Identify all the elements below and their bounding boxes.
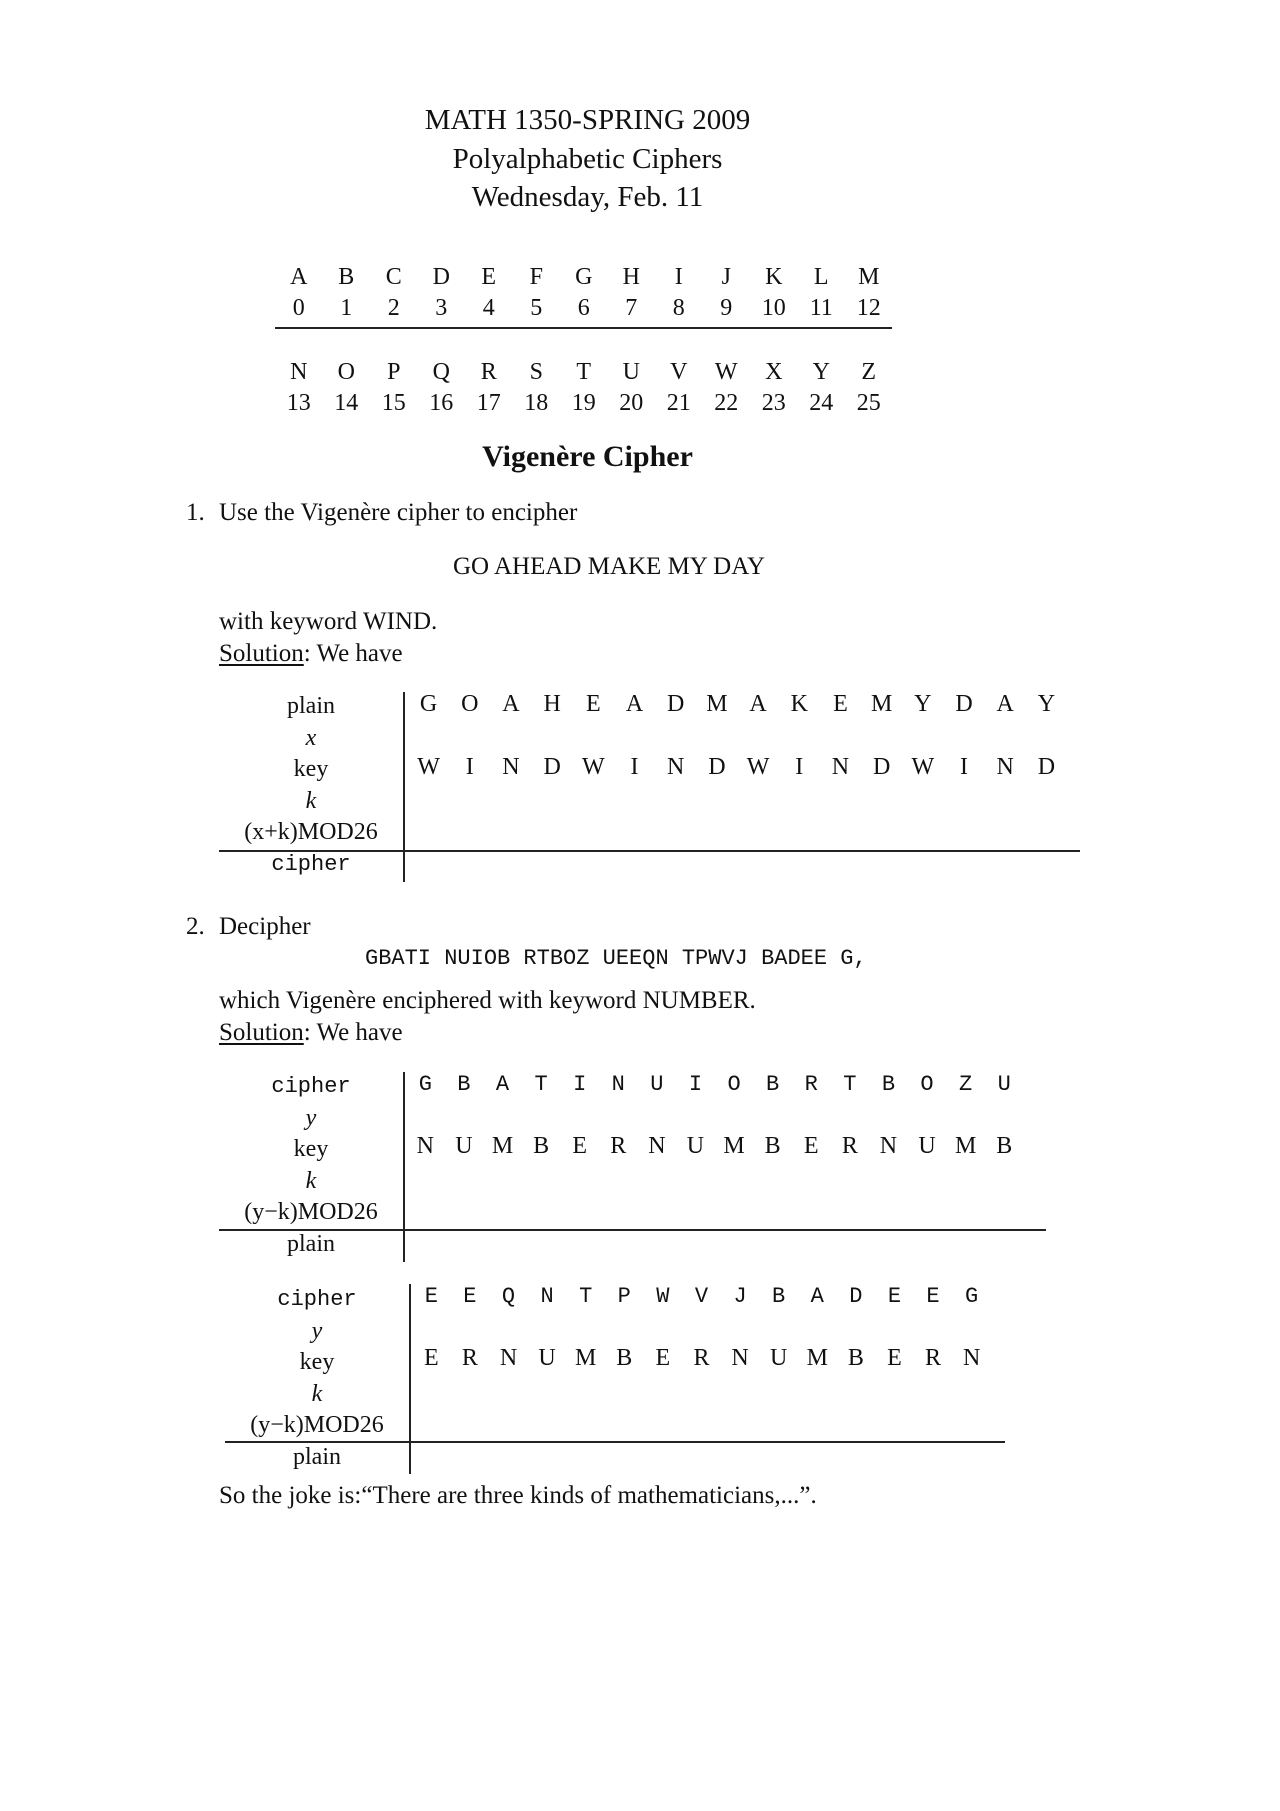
cipher-letter-cell: N xyxy=(611,1072,625,1097)
plain-letter-cell: D xyxy=(955,691,973,717)
cipher-letter-cell: P xyxy=(617,1284,631,1309)
key-letter-cell: N xyxy=(962,1345,981,1371)
alphabet-number: 16 xyxy=(429,390,454,416)
key-letter-cell: M xyxy=(806,1345,828,1371)
problem2-table2-cipher-cells xyxy=(412,1284,991,1309)
alphabet-number: 15 xyxy=(381,390,406,416)
cipher-letter-cell: R xyxy=(804,1072,818,1097)
alphabet-letter: U xyxy=(622,359,640,385)
label-key: key xyxy=(293,756,329,782)
alphabet-letter: M xyxy=(858,264,880,290)
key-letter-cell: I xyxy=(465,754,474,780)
alphabet-row2-numbers xyxy=(275,390,893,417)
problem1-prompt: Use the Vigenère cipher to encipher xyxy=(219,499,578,526)
label-plain: plain xyxy=(287,1230,335,1257)
key-letter-cell: I xyxy=(795,754,804,780)
cipher-letter-cell: V xyxy=(694,1284,709,1309)
alphabet-number: 13 xyxy=(286,390,311,416)
key-letter-cell: M xyxy=(723,1133,745,1159)
alphabet-letter: V xyxy=(670,359,688,385)
solution-label: Solution xyxy=(219,640,304,667)
key-letter-cell: N xyxy=(831,754,850,780)
topic-title: Polyalphabetic Ciphers xyxy=(452,143,723,175)
cipher-letter-cell: Z xyxy=(959,1072,973,1097)
alphabet-number: 14 xyxy=(334,390,359,416)
alphabet-number: 23 xyxy=(761,390,786,416)
problem1-key-cells xyxy=(408,754,1067,781)
alphabet-letter: N xyxy=(290,359,308,385)
key-letter-cell: M xyxy=(575,1345,597,1371)
alphabet-number: 22 xyxy=(714,390,739,416)
label-cipher: cipher xyxy=(271,1074,351,1099)
problem2-table1-vline xyxy=(403,1072,405,1262)
alphabet-letter: D xyxy=(432,264,450,290)
label-plain: plain xyxy=(293,1443,341,1470)
problem2-table1-hline xyxy=(219,1229,1046,1231)
cipher-letter-cell: I xyxy=(573,1072,587,1097)
key-letter-cell: E xyxy=(572,1133,587,1159)
key-letter-cell: B xyxy=(847,1345,864,1371)
key-letter-cell: D xyxy=(872,754,891,780)
plain-letter-cell: O xyxy=(461,691,479,717)
key-letter-cell: W xyxy=(746,754,770,780)
problem1-table-vline xyxy=(403,692,405,882)
alphabet-number: 1 xyxy=(340,295,353,321)
label-formula: (y−k)MOD26 xyxy=(244,1199,378,1225)
course-title: MATH 1350-SPRING 2009 xyxy=(424,104,751,136)
problem2-number: 2. xyxy=(186,913,205,940)
alphabet-letter: F xyxy=(529,264,543,290)
cipher-letter-cell: Q xyxy=(501,1284,516,1309)
cipher-letter-cell: B xyxy=(766,1072,780,1097)
label-y: y xyxy=(305,1104,317,1131)
cipher-letter-cell: G xyxy=(965,1284,979,1309)
key-letter-cell: U xyxy=(538,1345,556,1371)
problem2-ciphertext: GBATI NUIOB RTBOZ UEEQN TPWVJ BADEE G, xyxy=(365,946,867,971)
plain-letter-cell: Y xyxy=(914,691,932,717)
alphabet-number: 25 xyxy=(856,390,881,416)
key-letter-cell: I xyxy=(960,754,969,780)
alphabet-number: 5 xyxy=(530,295,543,321)
key-letter-cell: B xyxy=(996,1133,1013,1159)
key-letter-cell: E xyxy=(655,1345,671,1371)
problem2-table2-hline xyxy=(225,1441,1005,1443)
plain-letter-cell: G xyxy=(419,691,438,717)
key-letter-cell: I xyxy=(630,754,639,780)
alphabet-number: 12 xyxy=(856,295,881,321)
key-letter-cell: U xyxy=(455,1133,473,1159)
key-letter-cell: R xyxy=(841,1133,858,1159)
label-k: k xyxy=(311,1380,323,1407)
plain-letter-cell: Y xyxy=(1037,691,1056,717)
alphabet-letter: I xyxy=(674,264,683,290)
key-letter-cell: N xyxy=(499,1345,518,1371)
cipher-letter-cell: E xyxy=(463,1284,477,1309)
key-letter-cell: N xyxy=(731,1345,749,1371)
cipher-letter-cell: E xyxy=(887,1284,902,1309)
key-letter-cell: B xyxy=(764,1133,781,1159)
key-letter-cell: U xyxy=(686,1133,705,1159)
alphabet-letter: L xyxy=(813,264,829,290)
plain-letter-cell: A xyxy=(625,691,644,717)
solution-label: Solution xyxy=(219,1019,304,1046)
key-letter-cell: D xyxy=(708,754,726,780)
cipher-letter-cell: W xyxy=(656,1284,670,1309)
problem2-solution-line xyxy=(219,1019,403,1047)
key-letter-cell: W xyxy=(911,754,935,780)
plain-letter-cell: K xyxy=(790,691,808,717)
problem2-table1-cipher-cells xyxy=(406,1072,1024,1097)
problem1-solution-line xyxy=(219,640,403,668)
alphabet-number: 2 xyxy=(387,295,400,321)
cipher-letter-cell: E xyxy=(926,1284,940,1309)
label-cipher: cipher xyxy=(271,851,351,877)
label-y: y xyxy=(311,1317,323,1344)
alphabet-number: 4 xyxy=(482,295,495,321)
key-letter-cell: E xyxy=(803,1133,819,1159)
alphabet-number: 18 xyxy=(524,390,549,416)
alphabet-number: 7 xyxy=(625,295,638,321)
label-key: key xyxy=(293,1136,329,1162)
key-letter-cell: R xyxy=(693,1345,710,1371)
problem1-table-hline xyxy=(219,850,1080,852)
key-letter-cell: R xyxy=(461,1345,478,1371)
key-letter-cell: W xyxy=(582,754,605,780)
cipher-letter-cell: A xyxy=(810,1284,824,1309)
alphabet-number: 0 xyxy=(292,295,305,321)
key-letter-cell: R xyxy=(610,1133,627,1159)
key-letter-cell: N xyxy=(416,1133,434,1159)
alphabet-letter: E xyxy=(481,264,497,290)
problem2-prompt: Decipher xyxy=(219,913,311,940)
alphabet-row1-numbers xyxy=(275,295,893,322)
problem1-plain-cells xyxy=(408,691,1067,718)
plain-letter-cell: A xyxy=(996,691,1014,717)
alphabet-letter: H xyxy=(622,264,640,290)
alphabet-letter: Q xyxy=(432,359,450,385)
alphabet-number: 24 xyxy=(809,390,834,416)
label-k: k xyxy=(305,1167,317,1194)
alphabet-letter: G xyxy=(575,264,593,290)
key-letter-cell: N xyxy=(879,1133,898,1159)
alphabet-letter: P xyxy=(387,359,401,385)
problem1-keyword-line: with keyword WIND. xyxy=(219,608,438,635)
key-letter-cell: E xyxy=(887,1345,902,1371)
cipher-letter-cell: U xyxy=(650,1072,664,1097)
alphabet-letter: Z xyxy=(861,359,877,385)
alphabet-letter: R xyxy=(480,359,497,385)
cipher-letter-cell: D xyxy=(849,1284,863,1309)
problem2-keyword-line: which Vigenère enciphered with keyword NUMBER. xyxy=(219,987,756,1014)
plain-letter-cell: M xyxy=(870,691,893,717)
label-formula: (y−k)MOD26 xyxy=(250,1412,384,1438)
key-letter-cell: U xyxy=(769,1345,788,1371)
label-cipher: cipher xyxy=(277,1287,357,1312)
alphabet-letter: X xyxy=(765,359,783,385)
key-letter-cell: M xyxy=(954,1133,977,1159)
alphabet-number: 9 xyxy=(720,295,733,321)
problem2-table2-row-labels xyxy=(225,1284,409,1473)
plain-letter-cell: A xyxy=(749,691,767,717)
alphabet-number: 19 xyxy=(571,390,596,416)
cipher-letter-cell: I xyxy=(688,1072,703,1097)
key-letter-cell: R xyxy=(925,1345,942,1371)
key-letter-cell: M xyxy=(491,1133,514,1159)
plain-letter-cell: M xyxy=(706,691,728,717)
label-key: key xyxy=(299,1349,335,1375)
alphabet-number: 20 xyxy=(619,390,644,416)
cipher-letter-cell: B xyxy=(772,1284,786,1309)
plain-letter-cell: H xyxy=(543,691,561,717)
cipher-letter-cell: O xyxy=(727,1072,741,1097)
alphabet-number: 6 xyxy=(577,295,590,321)
problem2-table2-key-cells xyxy=(412,1345,991,1372)
solution-rest: : We have xyxy=(303,640,403,667)
problem1-number: 1. xyxy=(186,499,205,526)
cipher-letter-cell: J xyxy=(733,1284,747,1309)
cipher-letter-cell: B xyxy=(457,1072,471,1097)
alphabet-letter: B xyxy=(338,264,355,290)
plain-letter-cell: E xyxy=(833,691,848,717)
alphabet-letter: J xyxy=(721,264,731,290)
problem1-plaintext: GO AHEAD MAKE MY DAY xyxy=(453,553,766,580)
cipher-letter-cell: T xyxy=(579,1284,593,1309)
alphabet-letter: Y xyxy=(812,359,830,385)
alphabet-letter: S xyxy=(529,359,543,385)
alphabet-row1-letters xyxy=(275,264,893,291)
label-x: x xyxy=(305,724,317,751)
cipher-letter-cell: A xyxy=(495,1072,510,1097)
alphabet-number: 11 xyxy=(809,295,833,321)
key-letter-cell: D xyxy=(543,754,561,780)
alphabet-row2-letters xyxy=(275,359,893,386)
alphabet-divider xyxy=(275,327,892,329)
key-letter-cell: D xyxy=(1037,754,1056,780)
plain-letter-cell: E xyxy=(586,691,601,717)
problem2-table1-key-cells xyxy=(406,1133,1024,1160)
key-letter-cell: N xyxy=(667,754,685,780)
alphabet-letter: O xyxy=(337,359,355,385)
plain-letter-cell: A xyxy=(502,691,520,717)
alphabet-number: 17 xyxy=(476,390,501,416)
key-letter-cell: E xyxy=(423,1345,439,1371)
cipher-letter-cell: E xyxy=(424,1284,438,1309)
key-letter-cell: N xyxy=(648,1133,666,1159)
alphabet-number: 10 xyxy=(761,295,786,321)
cipher-letter-cell: O xyxy=(920,1072,934,1097)
alphabet-letter: A xyxy=(290,264,308,290)
key-letter-cell: B xyxy=(533,1133,550,1159)
cipher-letter-cell: G xyxy=(418,1072,432,1097)
problem2-table1-row-labels xyxy=(219,1071,403,1260)
key-letter-cell: B xyxy=(616,1345,633,1371)
key-letter-cell: W xyxy=(417,754,440,780)
alphabet-letter: W xyxy=(714,359,738,385)
cipher-letter-cell: N xyxy=(540,1284,554,1309)
alphabet-number: 21 xyxy=(666,390,691,416)
label-plain: plain xyxy=(287,693,335,719)
section-title: Vigenère Cipher xyxy=(482,440,693,473)
key-letter-cell: N xyxy=(502,754,520,780)
alphabet-number: 3 xyxy=(435,295,448,321)
key-letter-cell: U xyxy=(918,1133,936,1159)
date-line: Wednesday, Feb. 11 xyxy=(471,181,704,213)
label-formula: (x+k)MOD26 xyxy=(244,819,378,845)
alphabet-letter: K xyxy=(765,264,783,290)
cipher-letter-cell: T xyxy=(534,1072,548,1097)
closing-joke: So the joke is:“There are three kinds of mathematicians,...”. xyxy=(219,1482,817,1509)
alphabet-letter: T xyxy=(576,359,592,385)
alphabet-letter: C xyxy=(385,264,402,290)
problem1-row-labels xyxy=(219,691,403,880)
problem2-table2-vline xyxy=(409,1284,411,1474)
label-k: k xyxy=(305,787,317,814)
solution-rest: : We have xyxy=(303,1019,403,1046)
plain-letter-cell: D xyxy=(667,691,685,717)
cipher-letter-cell: B xyxy=(881,1072,896,1097)
key-letter-cell: N xyxy=(996,754,1014,780)
alphabet-number: 8 xyxy=(672,295,685,321)
cipher-letter-cell: T xyxy=(843,1072,857,1097)
cipher-letter-cell: U xyxy=(997,1072,1011,1097)
